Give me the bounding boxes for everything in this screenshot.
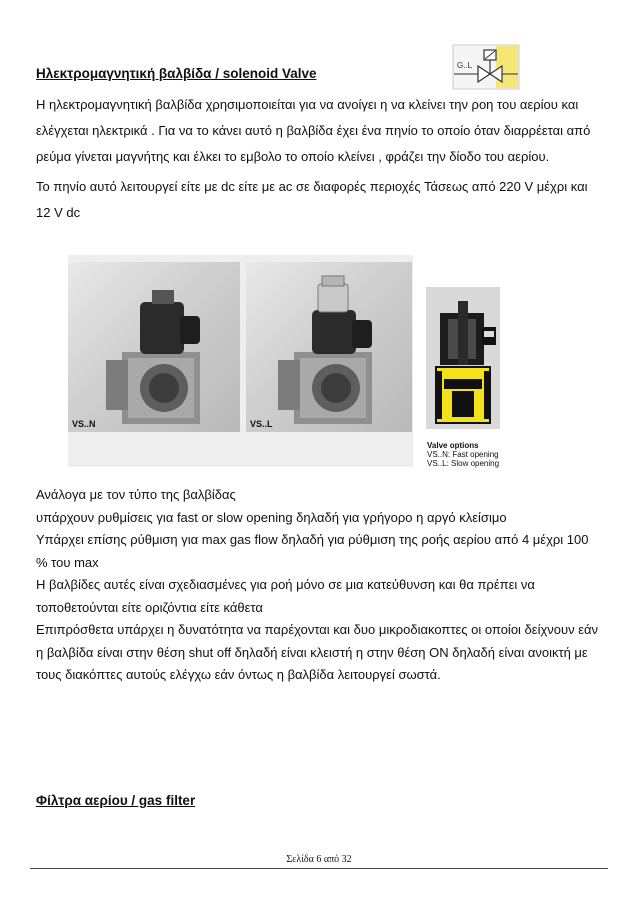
footer-divider: [30, 868, 608, 869]
valve-options-title: Valve options: [427, 441, 479, 450]
valve-symbol-label: G..L: [457, 61, 473, 70]
paragraph-line: Η βαλβίδες αυτές είναι σχεδιασμένες για ροή μόνο σε μια κατεύθυνση και θα πρέπει να: [36, 577, 535, 592]
paragraph-line: η βαλβίδα είναι στην θέση shut off δηλαδή είναι κλειστή η στην θέση ON δηλαδή είναι ανοικτή με: [36, 644, 588, 660]
photo-label-vsl: VS..L: [250, 419, 273, 429]
valve-vsn-illustration: [68, 262, 240, 432]
paragraph-intro: [36, 94, 606, 168]
photo-label-vsn: VS..N: [72, 419, 96, 429]
paragraph-line: τους διακόπτες αυτούς ελέγχω εάν όντως η βαλβίδα λειτουργεί σωστά.: [36, 667, 441, 682]
paragraph-line: Ανάλογα με τον τύπο της βαλβίδας: [36, 487, 236, 502]
paragraph-line: 12 V dc: [36, 205, 81, 220]
page-number: Σελίδα 6 από 32: [286, 854, 352, 865]
section-title-gas-filter: Φίλτρα αερίου / gas filter: [36, 793, 196, 808]
paragraph-line: Η ηλεκτρομαγνητική βαλβίδα χρησιμοποιείται για να ανοίγει η να κλείνει την ροη του αερίου και: [36, 97, 579, 112]
valve-cutaway-drawing: [426, 287, 500, 429]
valve-vsl-illustration: [246, 262, 412, 432]
paragraph-line: Επιπρόσθετα υπάρχει η δυνατότητα να παρέχονται και δυο μικροδιακοπτες οι οποίοι δείχνουν εάν: [36, 622, 599, 637]
paragraph-line: ρεύμα γίνεται μαγνήτης και έλκει το εμβολο το οποίο κλείνει , φράζει την δίοδο του αερίου.: [36, 149, 550, 164]
valve-option-item: VS..L: Slow opening: [427, 459, 500, 468]
valve-photo-vsl: [246, 262, 412, 432]
valve-photo-vsn: [68, 262, 240, 432]
valve-symbol-icon: [452, 44, 520, 90]
paragraph-line: ελέγχεται ηλεκτρικά . Για να το κάνει αυτό η βαλβίδα έχει ένα πηνίο το οποίο όταν διαρρέεται από: [36, 123, 591, 138]
paragraph-line: Υπάρχει επίσης ρύθμιση για max gas flow δηλαδή για ρύθμιση της ροής αερίου από 4 μέχρι 100: [36, 532, 589, 547]
valve-options: [427, 441, 507, 468]
paragraph-line: Το πηνίο αυτό λειτουργεί είτε με dc είτε με ac σε διαφορές περιοχές Τάσεως από 220 V μέχρι και: [36, 179, 588, 194]
section-title-solenoid-valve: Ηλεκτρομαγνητική βαλβίδα / solenoid Valve: [36, 66, 317, 81]
paragraph-line: % του max: [36, 554, 99, 570]
valve-option-item: VS..N: Fast opening: [427, 450, 499, 459]
paragraph-line: υπάρχουν ρυθμίσεις για fast or slow opening δηλαδή για γρήγορο η αργό κλείσιμο: [36, 509, 507, 525]
paragraph-line: τοποθετούνται είτε οριζόντια είτε κάθετα: [36, 599, 263, 615]
paragraph-coil-voltage: [36, 176, 606, 224]
paragraph-valve-options: [36, 484, 606, 687]
